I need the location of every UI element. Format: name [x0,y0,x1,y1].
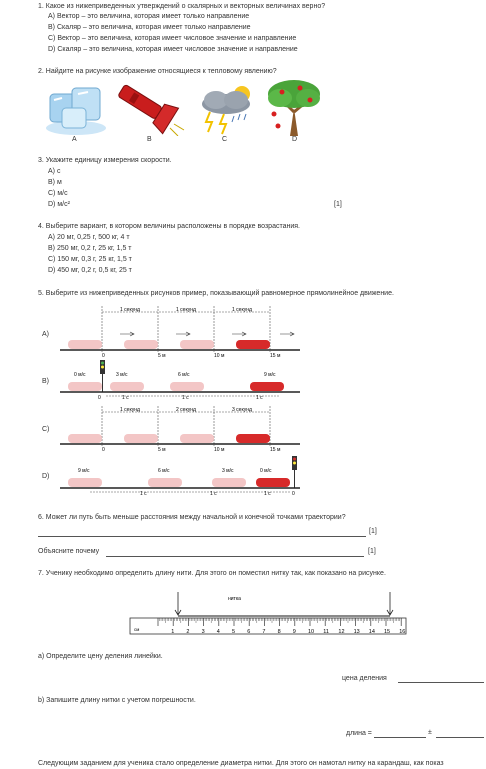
row-d-time-2: 1 с [210,491,217,497]
error-answer-line[interactable] [436,737,484,738]
row-a-diagram [60,306,300,359]
row-b-diagram [60,360,300,401]
row-d-time-1: 1 с [140,491,147,497]
ruler-tick-label: 2 [186,629,190,635]
ruler-tick-label: 4 [216,629,220,635]
q1-option-a[interactable]: A) Вектор – это величина, которая имеет только направление [48,13,250,20]
q4-title: 4. Выберите вариант, в котором величины расположены в порядке возрастания. [38,223,301,230]
q4-option-d[interactable]: D) 450 мг, 0,2 г, 0,5 кг, 25 т [48,267,132,274]
flashlight-image[interactable] [108,80,188,136]
row-b-speed-4: 9 м/с [264,372,276,378]
row-a-time-3: 1 секунд [232,307,252,313]
row-c-dist-4: 15 м [270,447,281,453]
q5-row-d-label[interactable]: D) [42,473,50,480]
row-a-dist-1: 0 [102,353,105,359]
ruler-tick-label: 8 [277,629,281,635]
row-d-speed-1: 9 м/с [78,468,90,474]
length-label: длина = [346,730,372,737]
pm-sign: ± [428,729,432,736]
q2-title: 2. Найдите на рисунке изображение относящиеся к тепловому явлению? [38,68,277,75]
ice-cubes-image[interactable] [44,80,108,136]
ruler-diagram [128,590,410,638]
row-b-time-3: 1 с [182,395,189,401]
row-d-time-4: 0 [292,491,295,497]
q5-row-a-label[interactable]: A) [42,331,49,338]
q2-label-c: C [222,136,228,143]
q4-option-a[interactable]: A) 20 мг, 0,25 г, 500 кг, 4 т [48,234,130,241]
footer-text: Следующим заданием для ученика стало определение диаметра нитки. Для этого он намотал нитку на карандаш, как показ [38,760,444,767]
q3-option-a[interactable]: A) с [48,168,61,175]
row-c-diagram [60,406,300,453]
q5-title: 5. Выберите из нижеприведенных рисунков пример, показывающий равномерное прямолинейное движение. [38,290,394,297]
q7-part-b: b) Запишите длину нитки с учетом погрешности. [38,697,196,704]
row-c-dist-3: 10 м [214,447,225,453]
ruler-unit: см [134,627,140,632]
row-c-time-1: 1 секунд [120,407,140,413]
q3-option-b[interactable]: B) м [48,179,62,186]
row-a-time-2: 1 секунд [176,307,196,313]
ruler-tick-label: 1 [171,629,175,635]
q2-label-a: A [72,136,77,143]
row-c-dist-2: 5 м [158,447,166,453]
ruler-tick-label: 6 [247,629,251,635]
q5-row-c-label[interactable]: C) [42,426,50,433]
ruler-tick-label: 3 [201,629,205,635]
q3-title: 3. Укажите единицу измерения скорости. [38,157,172,164]
ruler-tick-label: 9 [292,629,296,635]
q4-option-c[interactable]: C) 150 мг, 0,3 г, 25 кг, 1,5 т [48,256,132,263]
q6-answer-line[interactable] [38,536,366,537]
q6-mark-1: [1] [369,528,377,535]
row-b-speed-2: 3 м/с [116,372,128,378]
q6-explain-line[interactable] [106,556,364,557]
q4-option-b[interactable]: B) 250 мг, 0,2 г, 25 кг, 1,5 т [48,245,132,252]
row-c-time-2: 2 секунд [176,407,196,413]
q2-label-d: D [292,136,298,143]
q1-option-b[interactable]: B) Скаляр – это величина, которая имеет только направление [48,24,251,31]
q6-title: 6. Может ли путь быть меньше расстояния между начальной и конечной точками траектории? [38,514,346,521]
apple-tree-image[interactable] [260,78,332,136]
row-b-time-4: 1 с [256,395,263,401]
row-d-time-3: 1 с [264,491,271,497]
q5-row-b-label[interactable]: B) [42,378,49,385]
price-answer-line[interactable] [398,682,484,683]
row-d-speed-4: 0 м/с [260,468,272,474]
row-d-diagram [60,456,300,497]
q3-option-d[interactable]: D) м/с² [48,201,70,208]
ruler-tick-label: 12 [338,629,345,635]
row-a-time-1: 1 секунд [120,307,140,313]
price-label: цена деления [342,675,387,682]
row-d-speed-3: 3 м/с [222,468,234,474]
ruler-tick-label: 16 [399,629,406,635]
q7-part-a: a) Определите цену деления линейки. [38,653,163,660]
row-c-time-3: 3 секунд [232,407,252,413]
ruler-tick-label: 13 [353,629,360,635]
motion-diagrams [60,302,310,502]
q1-title: 1. Какое из нижеприведенных утверждений о скалярных и векторных величинах верно? [38,3,326,10]
q1-option-d[interactable]: D) Скаляр – это величина, которая имеет числовое значение и направление [48,46,298,53]
row-b-time-2: 1 с [122,395,129,401]
ruler-tick-label: 11 [323,629,329,635]
thread-label: нитка [228,596,241,602]
ruler-tick-label: 15 [384,629,391,635]
row-a-dist-4: 15 м [270,353,281,359]
ruler-tick-label: 10 [308,629,315,635]
q1-option-c[interactable]: C) Вектор – это величина, которая имеет числовое значение и направление [48,35,297,42]
q6-mark-2: [1] [368,548,376,555]
q2-label-b: B [147,136,152,143]
row-a-dist-3: 10 м [214,353,225,359]
q7-title: 7. Ученику необходимо определить длину нити. Для этого он поместил нитку так, как показано на рисунке. [38,570,386,577]
q6-explain-label: Объясните почему [38,548,100,555]
row-b-speed-3: 6 м/с [178,372,190,378]
thunderstorm-image[interactable] [196,80,262,136]
row-b-speed-1: 0 м/с [74,372,86,378]
ruler-tick-label: 7 [262,629,266,635]
row-d-speed-2: 6 м/с [158,468,170,474]
row-c-dist-1: 0 [102,447,105,453]
q3-option-c[interactable]: C) м/с [48,190,68,197]
ruler-tick-label: 5 [232,629,236,635]
length-answer-line[interactable] [374,737,426,738]
row-a-dist-2: 5 м [158,353,166,359]
row-b-time-1: 0 [98,395,101,401]
q3-mark: [1] [334,201,342,208]
ruler-tick-label: 14 [368,629,375,635]
